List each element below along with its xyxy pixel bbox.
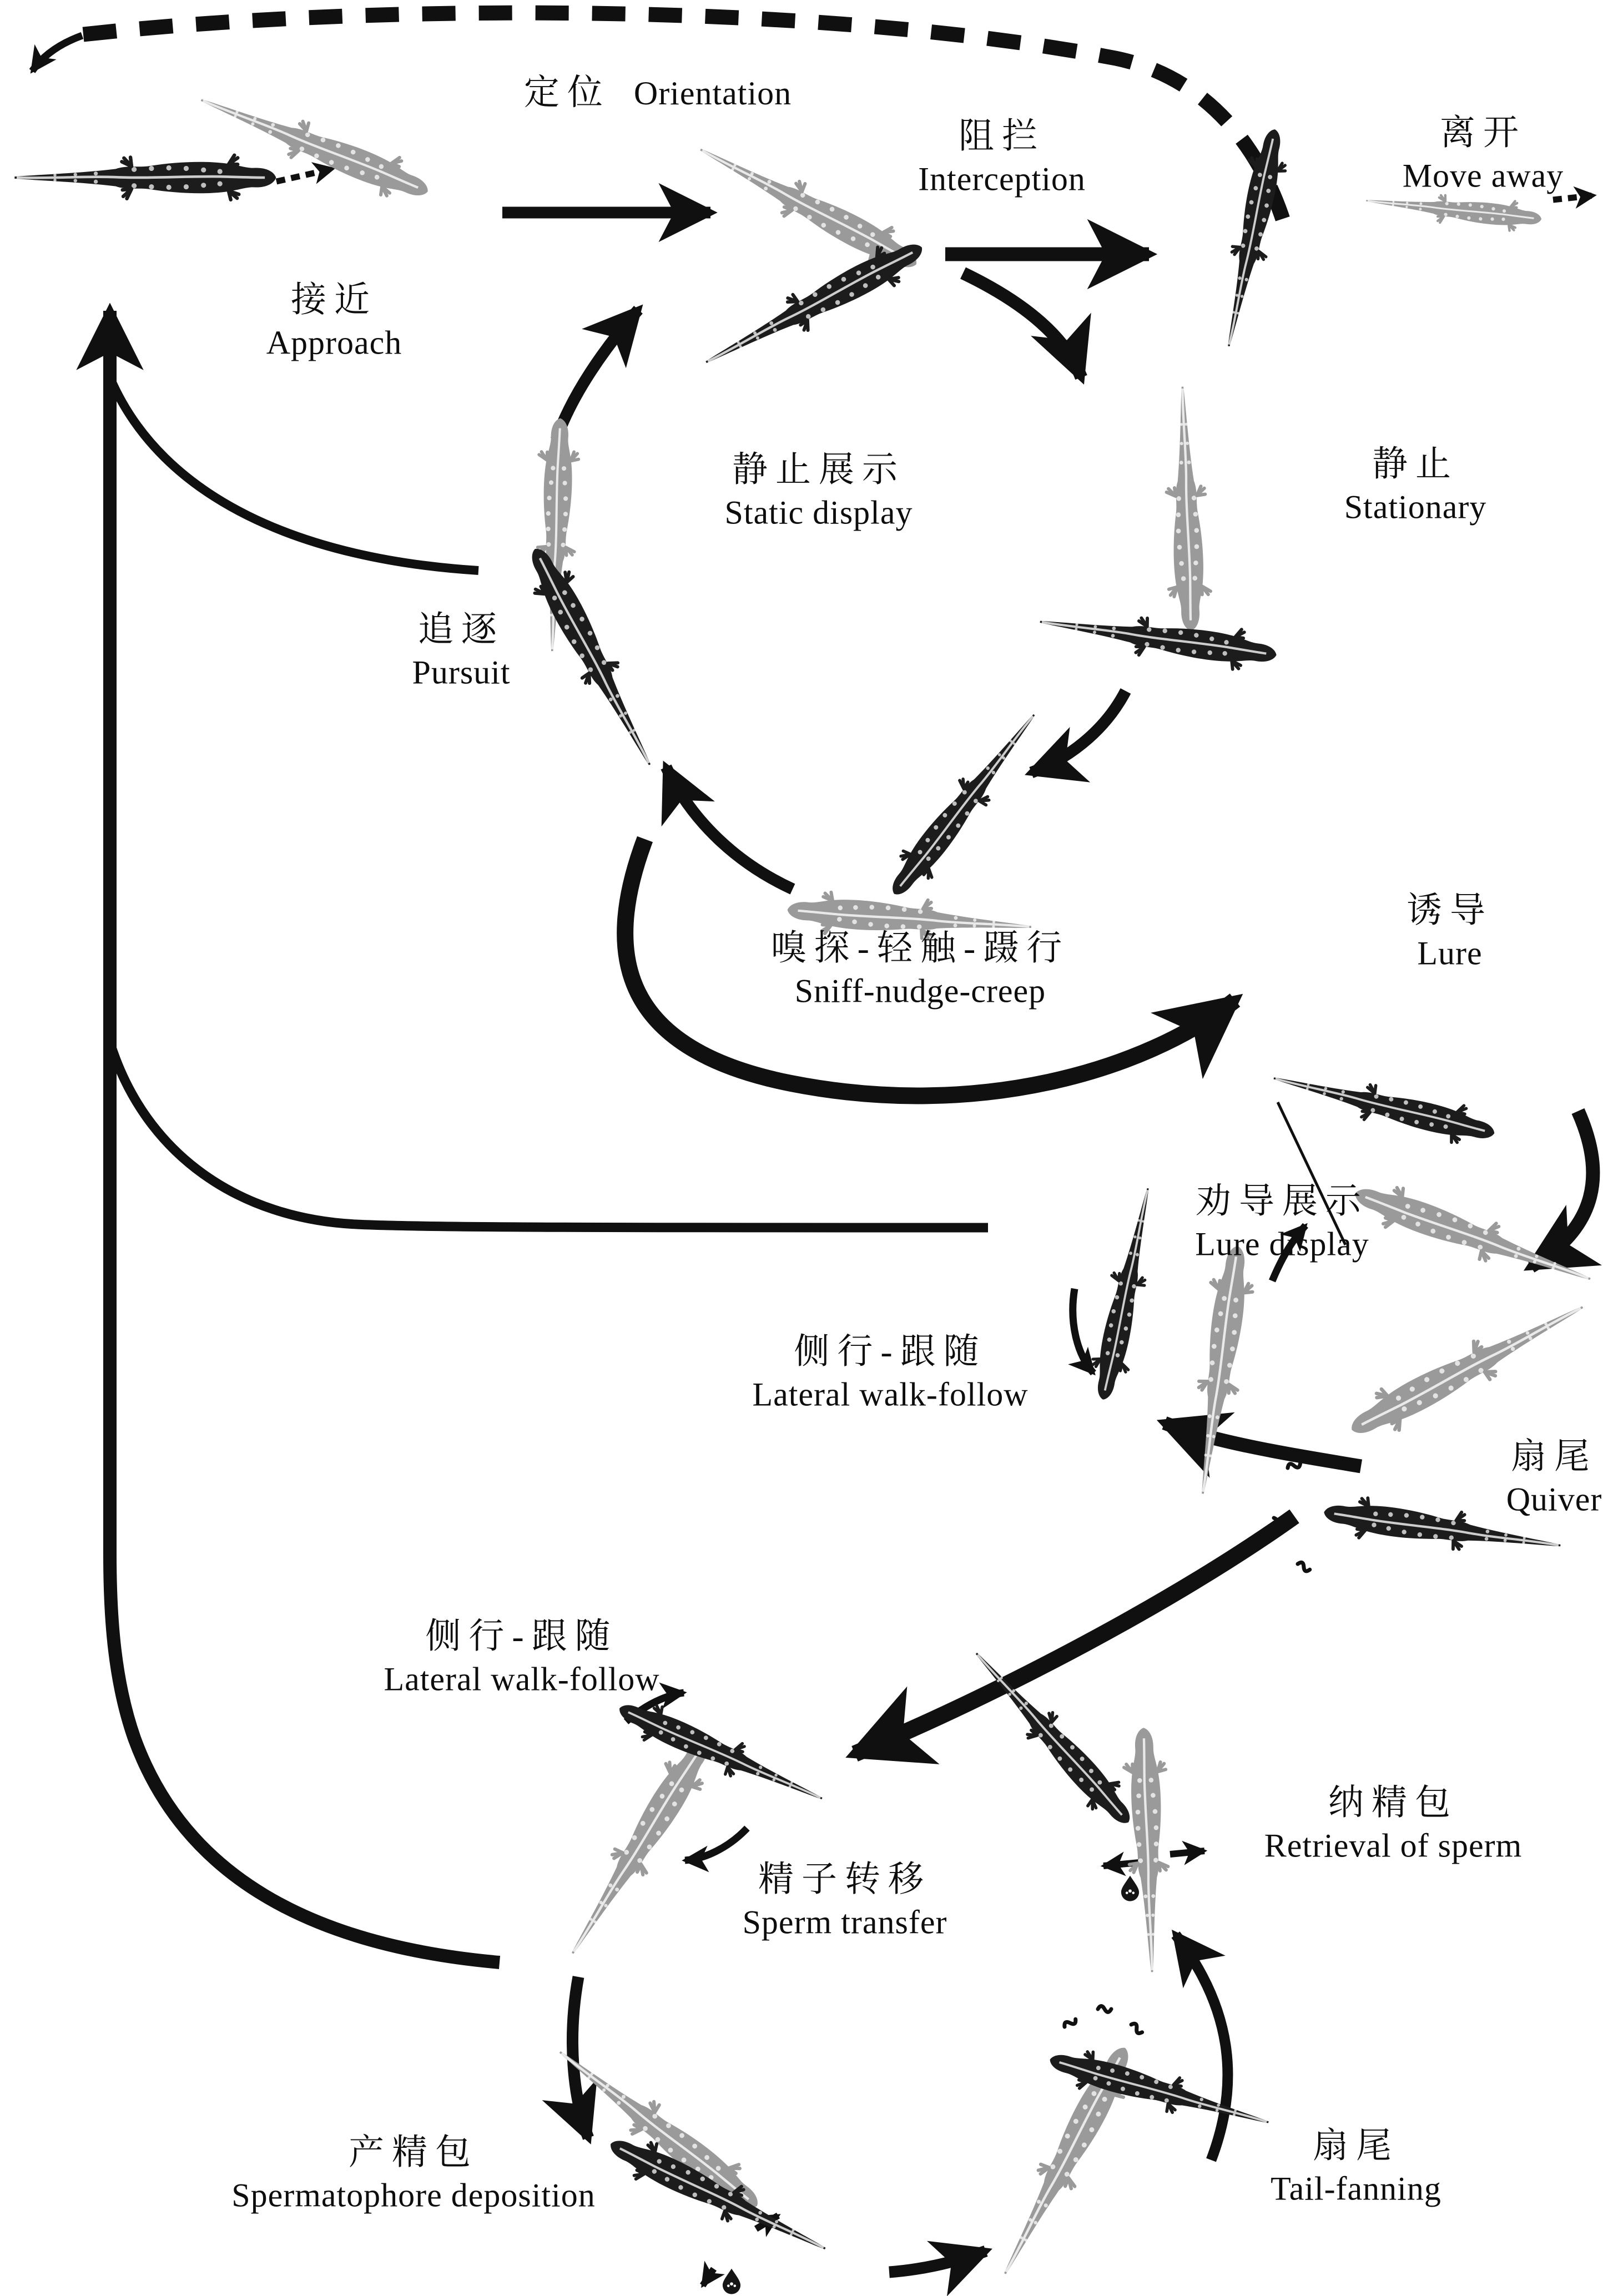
arrow-restart-hook xyxy=(32,36,82,71)
path-return-branch-lure-display xyxy=(110,1042,988,1228)
label-sniff-nudge-creep-zh: 嗅探-轻触-蹑行 xyxy=(770,928,1070,968)
label-interception xyxy=(918,114,1086,200)
label-interception-en: Interception xyxy=(918,160,1086,198)
arrow-quiver-to-sperm-transfer xyxy=(855,1516,1294,1754)
label-tail-fanning xyxy=(1271,2124,1441,2210)
newt-male-interception xyxy=(1209,125,1295,351)
label-lateral-walk-follow-1-zh: 侧行-跟随 xyxy=(794,1331,987,1371)
label-orientation-zh: 定位 xyxy=(523,73,611,112)
label-retrieval-of-sperm-en: Retrieval of sperm xyxy=(1264,1827,1523,1864)
spermatophore-droplet-icon xyxy=(723,2269,740,2294)
label-move-away-en: Move away xyxy=(1402,157,1564,194)
newt-female-lateral-walk-2 xyxy=(554,1729,725,1966)
label-lateral-walk-follow-1 xyxy=(752,1330,1028,1416)
label-sperm-transfer-en: Sperm transfer xyxy=(742,1904,947,1941)
arrow-deposition-down xyxy=(703,2269,714,2285)
label-pursuit-zh: 追逐 xyxy=(417,609,505,649)
arrow-return-to-approach xyxy=(110,311,500,1962)
label-quiver-zh: 扇尾 xyxy=(1511,1436,1597,1476)
newt-male-orientation xyxy=(696,228,933,382)
newt-female-lateral-walk-1 xyxy=(1181,1243,1261,1497)
newt-male-stationary xyxy=(1037,601,1279,678)
label-lure-en: Lure xyxy=(1417,935,1483,972)
label-tail-fanning-zh: 扇尾 xyxy=(1312,2126,1399,2166)
label-pursuit-en: Pursuit xyxy=(412,654,511,691)
label-static-display-en: Static display xyxy=(724,494,913,531)
label-lateral-walk-follow-2-zh: 侧行-跟随 xyxy=(425,1616,618,1656)
label-approach-en: Approach xyxy=(266,324,402,361)
label-spermatophore-deposition xyxy=(231,2131,596,2217)
label-static-display-zh: 静止展示 xyxy=(732,450,905,490)
label-lure-display xyxy=(1195,1179,1369,1265)
arrow-lwf2-rotation-bottom xyxy=(685,1828,747,1860)
arrow-retrieval-right xyxy=(1170,1851,1204,1854)
newt-male-deposition xyxy=(602,2124,835,2268)
label-quiver-en: Quiver xyxy=(1506,1481,1602,1518)
label-move-away-zh: 离开 xyxy=(1439,113,1526,153)
arrow-pursuit-to-orientation xyxy=(556,310,638,440)
arrow-sniff-to-pursuit xyxy=(666,767,793,889)
tail-fanning-squiggle-icons xyxy=(1063,2006,1144,2035)
label-lure-display-en: Lure display xyxy=(1195,1225,1369,1263)
newt-female-stationary xyxy=(1160,386,1213,632)
label-interception-zh: 阻拦 xyxy=(959,116,1045,156)
arrow-approach-dashed xyxy=(276,169,333,181)
arrow-lateral-walk-2-to-deposition xyxy=(573,1977,588,2138)
label-orientation-en: Orientation xyxy=(633,75,792,112)
newt-male-pursuit xyxy=(516,538,670,775)
newt-female-retrieval xyxy=(1122,1727,1175,1973)
label-stationary-zh: 静止 xyxy=(1372,444,1459,484)
newt-male-approach xyxy=(14,154,276,202)
spermatophore-droplet-icon xyxy=(1121,1876,1139,1901)
label-retrieval-of-sperm xyxy=(1264,1781,1523,1867)
label-approach xyxy=(266,278,402,364)
newt-male-sniff-nudge-creep xyxy=(878,702,1050,906)
label-tail-fanning-en: Tail-fanning xyxy=(1271,2170,1441,2207)
label-spermatophore-deposition-en: Spermatophore deposition xyxy=(231,2177,596,2214)
arrow-lwf1-rotation-left xyxy=(1073,1289,1093,1373)
arrow-interception-to-stationary xyxy=(963,273,1081,377)
label-orientation xyxy=(524,70,792,115)
newt-male-lure xyxy=(1269,1059,1500,1154)
path-return-branch-pursuit xyxy=(110,377,478,571)
arrow-quiver-to-lateral-walk-1 xyxy=(1165,1423,1361,1466)
label-move-away xyxy=(1403,111,1564,197)
arrow-lure-to-quiver xyxy=(1531,1111,1593,1266)
label-spermatophore-deposition-zh: 产精包 xyxy=(349,2132,478,2172)
label-lateral-walk-follow-2 xyxy=(384,1614,659,1700)
arrow-tail-fanning-to-retrieval xyxy=(1176,1935,1228,2160)
label-pursuit xyxy=(412,608,510,694)
arrow-stationary-to-sniff xyxy=(1031,691,1126,773)
label-approach-zh: 接近 xyxy=(290,280,377,320)
label-lure xyxy=(1407,889,1493,975)
label-lure-display-zh: 劝导展示 xyxy=(1196,1181,1369,1221)
label-quiver xyxy=(1506,1435,1602,1521)
label-sperm-transfer xyxy=(743,1858,947,1944)
label-stationary xyxy=(1344,442,1487,528)
label-static-display xyxy=(725,448,913,534)
label-sniff-nudge-creep xyxy=(771,926,1070,1012)
label-sperm-transfer-zh: 精子转移 xyxy=(758,1859,931,1899)
label-retrieval-of-sperm-zh: 纳精包 xyxy=(1328,1783,1458,1823)
label-stationary-en: Stationary xyxy=(1344,488,1487,526)
label-lateral-walk-follow-2-en: Lateral walk-follow xyxy=(384,1661,660,1698)
label-lateral-walk-follow-1-en: Lateral walk-follow xyxy=(752,1376,1029,1413)
newt-female-quiver xyxy=(1340,1285,1594,1450)
label-sniff-nudge-creep-en: Sniff-nudge-creep xyxy=(794,972,1046,1010)
label-lure-zh: 诱导 xyxy=(1407,890,1493,930)
arrow-deposition-to-tail-fanning xyxy=(889,2251,986,2272)
